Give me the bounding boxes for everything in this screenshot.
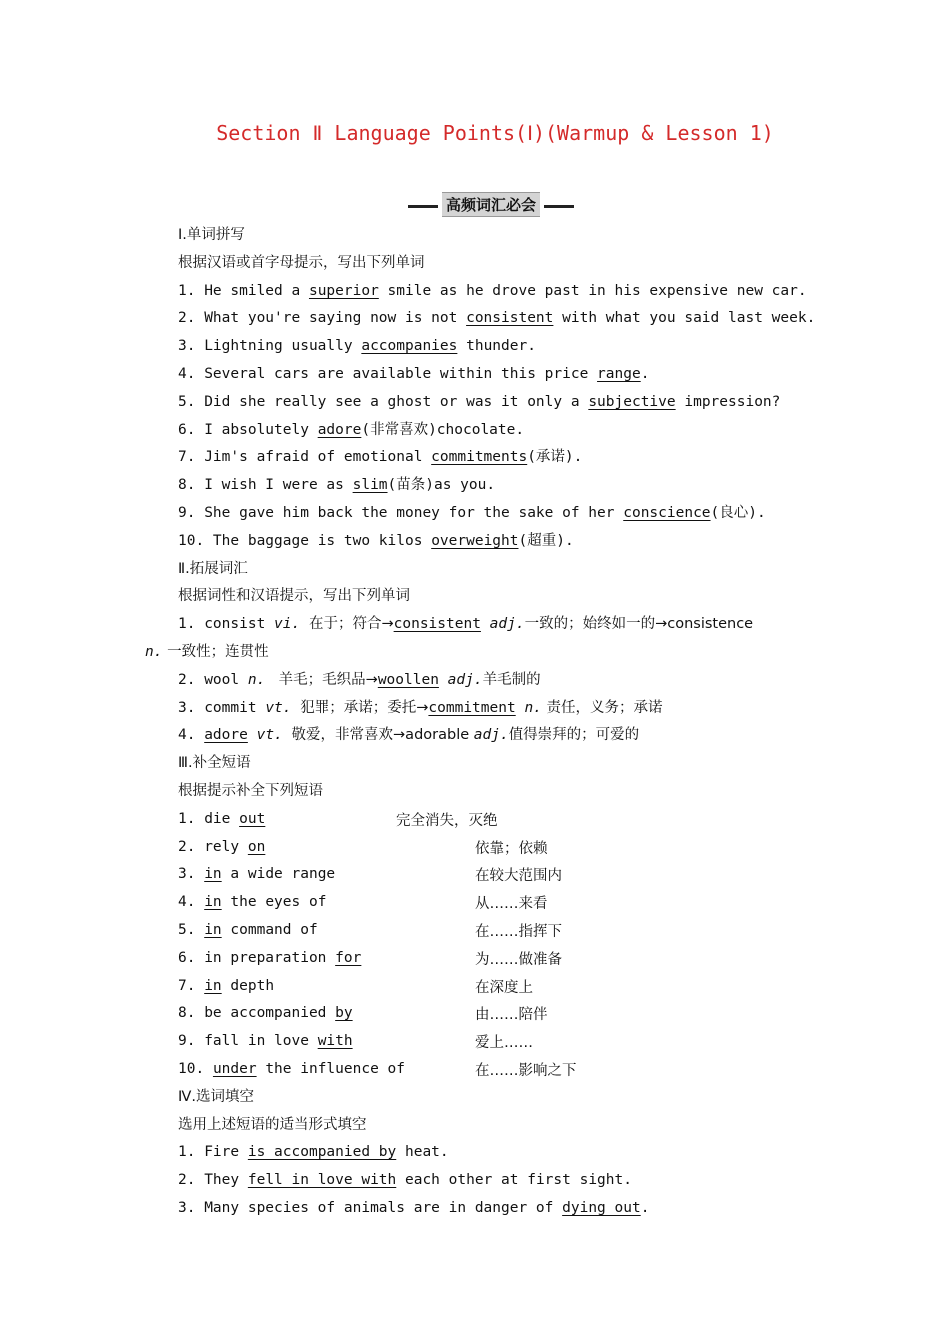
answer-blank: commitments xyxy=(431,449,528,466)
part-of-speech: n. xyxy=(145,644,163,660)
answer-blank: with xyxy=(317,1033,353,1050)
item-number: 10. xyxy=(178,1061,205,1077)
phrase-meaning: 在较大范围内 xyxy=(475,868,562,885)
item-text: the influence of xyxy=(256,1061,405,1077)
answer-blank: adore xyxy=(204,727,248,744)
item-number: 5. xyxy=(178,922,196,938)
item-number: 7. xyxy=(178,449,196,466)
item-text: Many species of animals are in danger of xyxy=(195,1200,563,1216)
item-number: 6. xyxy=(178,949,196,966)
phrase-meaning: 在……指挥下 xyxy=(475,924,562,940)
answer-blank: is accompanied by xyxy=(247,1144,397,1161)
item-number: 2. xyxy=(178,310,196,327)
fill-blank-item xyxy=(178,1142,449,1162)
answer-blank: conscience xyxy=(623,505,711,521)
item-text: Several cars are available within this price xyxy=(195,366,598,382)
answer-blank: accompanies xyxy=(361,338,458,355)
part-of-speech: vt. xyxy=(265,699,292,716)
section-4-instruction xyxy=(178,1115,367,1135)
spelling-item xyxy=(178,364,649,384)
spelling-item xyxy=(178,308,815,328)
section-1-instruction xyxy=(178,253,425,273)
phrase-item xyxy=(178,809,265,829)
fill-blank-item xyxy=(178,1198,649,1218)
item-text: the eyes of xyxy=(221,894,327,911)
item-text: 一致性；连贯性 xyxy=(162,644,269,660)
section-banner xyxy=(408,192,574,216)
item-text: Did she really see a ghost or was it only a xyxy=(195,393,589,410)
item-text: She gave him back the money for the sake of her xyxy=(195,505,624,521)
answer-blank: in xyxy=(204,922,222,938)
banner-text: 高频词汇必会 xyxy=(442,192,540,217)
phrase-item xyxy=(178,864,335,884)
answer-blank: in xyxy=(204,894,222,911)
answer-blank: fell in love with xyxy=(247,1172,397,1189)
item-number: 1. xyxy=(178,282,196,299)
item-text: rely xyxy=(195,838,248,855)
item-text: thunder. xyxy=(457,338,536,355)
item-text: in preparation xyxy=(195,949,336,966)
item-text: . xyxy=(640,366,650,382)
item-text: 2. wool xyxy=(178,671,248,688)
answer-blank: commitment xyxy=(428,699,516,716)
section-4-heading-text: Ⅳ.选词填空 xyxy=(178,1088,254,1105)
item-text: 3. commit xyxy=(178,699,266,716)
answer-blank: subjective xyxy=(588,393,676,410)
extension-item xyxy=(178,698,663,718)
item-number: 7. xyxy=(178,977,196,994)
item-text: a wide range xyxy=(221,866,336,883)
section-4-instruction-text: 选用上述短语的适当形式填空 xyxy=(178,1116,367,1133)
part-of-speech: adj. xyxy=(447,671,483,688)
part-of-speech: n. xyxy=(247,671,266,688)
item-text: Fire xyxy=(195,1144,248,1161)
item-text: command of xyxy=(221,922,318,938)
item-number: 3. xyxy=(178,338,196,355)
extension-item xyxy=(178,725,639,745)
answer-blank: superior xyxy=(308,282,379,299)
item-text xyxy=(204,1061,213,1077)
phrase-meaning: 依靠；依赖 xyxy=(475,840,548,857)
item-number: 9. xyxy=(178,1033,196,1050)
answer-blank: by xyxy=(335,1005,353,1022)
page-title: Section Ⅱ Language Points(Ⅰ)(Warmup & Lesson 1) xyxy=(216,121,774,145)
answer-blank: adore xyxy=(317,421,362,438)
phrase-item xyxy=(178,837,265,857)
section-1-heading xyxy=(178,225,245,245)
spelling-item xyxy=(178,447,582,467)
item-text: heat. xyxy=(396,1144,449,1161)
item-text: depth xyxy=(221,977,275,994)
part-of-speech: adj. xyxy=(489,616,525,633)
answer-blank: woollen xyxy=(377,671,439,688)
section-2-heading xyxy=(178,559,248,579)
item-text: each other at first sight. xyxy=(396,1172,632,1189)
banner-right-bar xyxy=(544,205,574,208)
answer-blank: consistent xyxy=(466,310,554,327)
item-text: He smiled a xyxy=(195,282,309,299)
item-text: (非常喜欢)chocolate. xyxy=(361,421,525,438)
item-text xyxy=(195,978,204,994)
item-number: 10. xyxy=(178,532,205,549)
item-text: impression? xyxy=(675,393,781,410)
spelling-item xyxy=(178,475,495,495)
spelling-item xyxy=(178,336,536,356)
answer-blank: in xyxy=(204,866,222,883)
answer-blank: range xyxy=(597,366,641,382)
spelling-item xyxy=(178,503,766,523)
item-number: 3. xyxy=(178,866,196,883)
spelling-item xyxy=(178,281,807,301)
item-text: The baggage is two kilos xyxy=(204,532,432,549)
part-of-speech: n. xyxy=(524,699,542,716)
item-text: smile as he drove past in his expensive new car. xyxy=(378,282,807,299)
part-of-speech: 一致的；始终如一的→consistence xyxy=(524,616,754,633)
phrase-meaning: 为……做准备 xyxy=(475,951,562,968)
item-text xyxy=(195,894,204,910)
item-text: 敬爱，非常喜欢→adorable xyxy=(291,727,474,744)
section-3-heading xyxy=(178,753,251,773)
item-text: 犯罪；承诺；委托→ xyxy=(300,699,429,716)
section-3-instruction xyxy=(178,781,323,801)
answer-blank: overweight xyxy=(431,532,519,549)
item-text: They xyxy=(195,1172,248,1189)
item-text: die xyxy=(195,810,240,827)
part-of-speech: 值得崇拜的；可爱的 xyxy=(508,727,640,744)
item-number: 8. xyxy=(178,1005,196,1022)
answer-blank: on xyxy=(247,838,266,855)
section-1-instruction-text: 根据汉语或首字母提示，写出下列单词 xyxy=(178,254,425,271)
phrase-item xyxy=(178,1059,405,1079)
item-text: What you're saying now is not xyxy=(195,310,467,327)
item-text: . xyxy=(640,1200,650,1216)
spelling-item xyxy=(178,531,574,551)
section-3-heading-text: Ⅲ.补全短语 xyxy=(178,755,251,772)
item-text: (苗条)as you. xyxy=(387,477,496,494)
phrase-item xyxy=(178,892,326,912)
phrase-meaning: 由……陪伴 xyxy=(475,1007,548,1024)
item-number: 1. xyxy=(178,1144,196,1161)
phrase-meaning: 在深度上 xyxy=(475,979,533,996)
item-text: 羊毛；毛织品→ xyxy=(274,671,378,688)
item-text: 1. consist xyxy=(178,616,275,633)
item-number: 8. xyxy=(178,477,196,494)
extension-item xyxy=(178,670,541,690)
part-of-speech: 羊毛制的 xyxy=(482,671,541,688)
extension-item xyxy=(178,614,753,634)
part-of-speech: 责任，义务；承诺 xyxy=(541,699,663,716)
item-number: 5. xyxy=(178,393,196,410)
spelling-item xyxy=(178,392,780,412)
part-of-speech: vt. xyxy=(256,727,283,744)
item-text: (承诺). xyxy=(527,449,583,466)
item-text: (良心). xyxy=(710,505,766,521)
item-number: 6. xyxy=(178,421,196,438)
item-number: 3. xyxy=(178,1200,196,1216)
item-number: 1. xyxy=(178,810,196,827)
part-of-speech: vi. xyxy=(274,616,301,633)
section-1-heading-text: Ⅰ.单词拼写 xyxy=(178,227,245,243)
item-text: I wish I were as xyxy=(195,477,353,494)
phrase-meaning: 在……影响之下 xyxy=(475,1063,577,1079)
item-number: 9. xyxy=(178,505,196,521)
answer-blank: in xyxy=(204,977,222,994)
section-2-heading-text: Ⅱ.拓展词汇 xyxy=(178,560,248,577)
item-number: 4. xyxy=(178,894,196,911)
item-number: 2. xyxy=(178,1172,196,1189)
banner-left-bar xyxy=(408,205,438,208)
section-3-instruction-text: 根据提示补全下列短语 xyxy=(178,783,323,799)
extension-item-continued xyxy=(145,642,269,662)
item-text: with what you said last week. xyxy=(553,310,816,327)
phrase-meaning: 爱上…… xyxy=(475,1035,533,1052)
section-2-instruction xyxy=(178,586,410,606)
item-text xyxy=(195,866,204,882)
answer-blank: slim xyxy=(352,477,388,494)
section-2-instruction-text: 根据词性和汉语提示，写出下列单词 xyxy=(178,588,410,605)
phrase-item xyxy=(178,976,274,996)
fill-blank-item xyxy=(178,1170,632,1190)
item-text: Jim's afraid of emotional xyxy=(195,449,432,466)
item-text: Lightning usually xyxy=(195,338,362,355)
item-text: be accompanied xyxy=(195,1005,336,1022)
phrase-item xyxy=(178,1031,353,1051)
item-text: fall in love xyxy=(195,1033,318,1050)
answer-blank: out xyxy=(239,810,266,827)
phrase-item xyxy=(178,1003,353,1023)
part-of-speech: adj. xyxy=(473,727,509,744)
phrase-item xyxy=(178,948,361,968)
item-text: 在于；符合→ xyxy=(308,616,394,633)
section-4-heading xyxy=(178,1087,254,1107)
spelling-item xyxy=(178,420,524,440)
item-number: 2. xyxy=(178,838,196,855)
item-text: 4. xyxy=(178,727,205,744)
answer-blank: for xyxy=(335,949,362,966)
item-text: (超重). xyxy=(518,532,574,549)
item-number: 4. xyxy=(178,366,196,382)
answer-blank: under xyxy=(212,1061,257,1077)
phrase-item xyxy=(178,920,318,940)
answer-blank: dying out xyxy=(562,1200,641,1216)
item-text: I absolutely xyxy=(195,421,318,438)
phrase-meaning: 从……来看 xyxy=(475,896,548,913)
phrase-meaning: 完全消失，灭绝 xyxy=(396,812,498,829)
item-text xyxy=(195,922,204,938)
answer-blank: consistent xyxy=(393,616,481,633)
